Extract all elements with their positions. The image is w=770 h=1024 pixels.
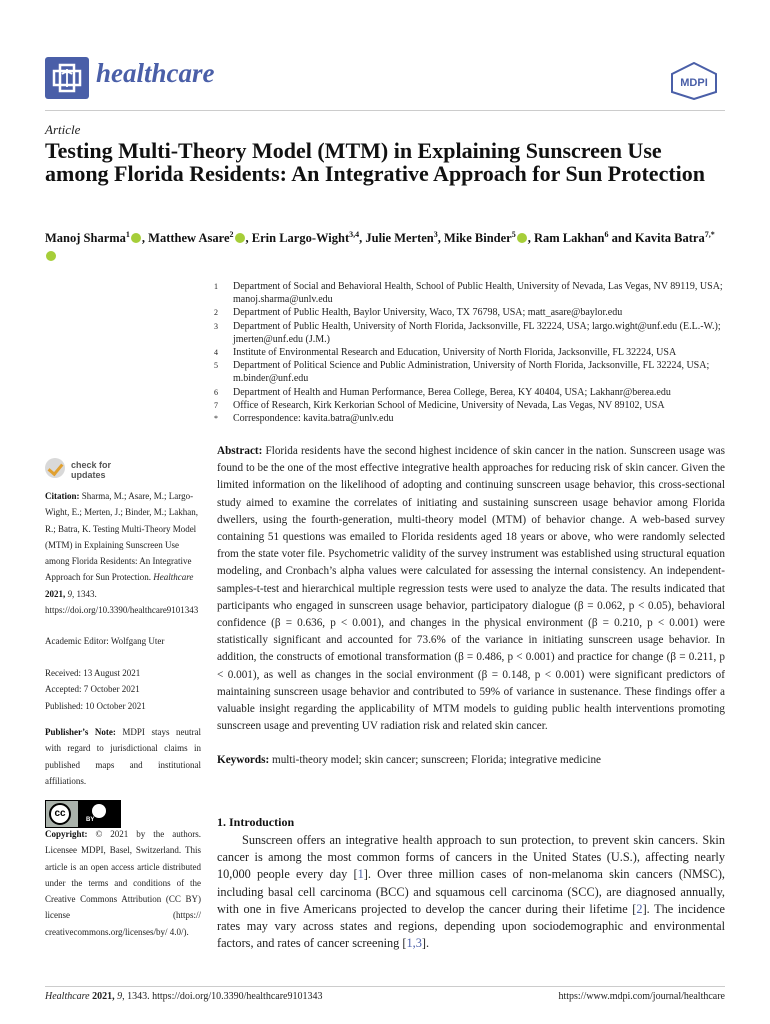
author-separator: , (359, 231, 366, 246)
author-name: Mike Binder (444, 231, 512, 246)
affiliation-item (214, 306, 734, 319)
person-icon (92, 804, 106, 818)
journal-name: healthcare (96, 58, 215, 88)
citation-text: Sharma, M.; Asare, M.; Largo-Wight, E.; Merten, J.; Binder, M.; Lakhan, R.; Batra, K. Testing Multi-Theory Model (MTM) in Explaining Sunscreen Use among Florida Residents: An Integrative Approach for Sun Protection. (45, 491, 198, 583)
cc-by-label: BY (86, 817, 95, 823)
author-separator: , (141, 231, 149, 246)
check-updates-line2: updates (71, 470, 106, 480)
author-affiliation-sup: 3,4 (349, 230, 360, 239)
author-separator: and (608, 231, 635, 246)
author-separator: , (527, 231, 534, 246)
cc-by-license-icon[interactable] (45, 800, 121, 828)
affiliation-number: 3 (214, 321, 218, 331)
keywords (217, 752, 725, 769)
author-name: Erin Largo-Wight (251, 231, 350, 246)
footer-divider (45, 986, 725, 987)
medical-cross-icon (45, 57, 89, 99)
author-affiliation-sup: 1 (125, 230, 130, 239)
author-name: Matthew Asare (148, 231, 230, 246)
footer-year: 2021, (89, 991, 118, 1002)
check-updates-line1: check for (71, 460, 112, 470)
affiliation-item (214, 346, 734, 359)
mdpi-logo (669, 62, 719, 100)
affiliation-item (214, 320, 734, 346)
affiliation-number: 5 (214, 361, 218, 371)
abstract-text: Florida residents have the second highest incidence of skin cancer in the nation. Sunscreen usage was found to be the one of the most effective integrative health approaches for reducing risk of skin cancer. Given the limited information on the likelihood of adopting and continuing sunscreen usage behavior, this cross-sectional study aimed to examine the correlates of initiating and sustaining sunscreen usage behavior among Florida dwellers, using the fourth-generation, multi-theory model (MTM) of behavior change. A web-based survey containing 51 questions was emailed to Florida residents aged 18 years or above, who were randomly selected from the state voter file. Psychometric validity of the survey instrument was established using structural equation modeling, and Cronbach’s alpha values were calculated for assessing the internal consistency. An independent-samples-t-test and hierarchical multiple regression tests were used to analyze the data. The results indicated that participants who engaged in sunscreen usage behavior, participatory dialogue (β = 0.062, p < 0.05), behavioral confidence (β = 0.636, p < 0.001), and changes in the physical environment (β = 0.210, p < 0.001) were statistically significant and accounted for 73.6% of the variance in initiating sunscreen usage behavior. In addition, the constructs of emotional transformation (β = 0.486, p < 0.001) and practice for change (β = 0.211, p < 0.001), as well as changes in the social environment (β = 0.148, p < 0.001) were significant predictors of maintaining sunscreen usage behavior and contributed to 59% of variance in sustenance. These findings offer a valuable insight regarding the applicability of MTM models to guiding public health interventions promoting sunscreen usage and preventing UV radiation risk and related skin cancer. (217, 445, 725, 733)
citation-link[interactable]: 2 (636, 901, 643, 916)
footer-citation (45, 991, 322, 1002)
affiliation-number: 7 (214, 400, 218, 410)
affiliation-text: Correspondence: kavita.batra@unlv.edu (233, 413, 394, 425)
affiliation-item (214, 399, 734, 412)
author-name: Manoj Sharma (45, 231, 126, 246)
author-affiliation-sup: 2 (229, 230, 234, 239)
citation-doi-link[interactable]: , 1343. https://doi.org/10.3390/healthcare9101343 (45, 588, 199, 616)
affiliation-item (214, 359, 734, 385)
affiliation-item (214, 386, 734, 399)
author-name: Ram Lakhan (533, 231, 605, 246)
publication-dates (45, 665, 201, 714)
author-name: Kavita Batra (634, 231, 705, 246)
affiliation-text: Department of Political Science and Public Administration, University of North Florida, Jacksonville, FL 32224, USA; m.binder@unf.edu (233, 360, 710, 385)
academic-editor: Academic Editor: Wolfgang Uter (45, 636, 165, 646)
publisher-note-label: Publisher’s Note: (45, 727, 116, 737)
accepted-date: Accepted: 7 October 2021 (45, 684, 140, 695)
publisher-note (45, 724, 201, 789)
author-affiliation-sup: 7,* (704, 230, 715, 239)
publisher-note-text: MDPI stays neutral with regard to jurisdictional claims in published maps and institutional affiliations. (45, 727, 201, 786)
introduction-paragraph: Sunscreen offers an integrative health approach to sun protection, to prevent skin cancers. Skin cancer is among the most common forms of cancers in the United States (U.S.), affecting nearly 10,000 people every day [1]. Over three million cases of non-melanoma skin cancers (NMSC), including basal cell carcinoma (BCC) and squamous cell carcinoma (SCC), are diagnosed annually, with one in five Americans projected to develop the cancer during their lifetime [2]. The incidence rates may vary across states and regions, depending upon sociodemographic and environmental factors, and rates of cancer screening [1,3]. (217, 833, 725, 951)
affiliation-number: 2 (214, 308, 218, 318)
citation-journal: Healthcare (153, 572, 194, 583)
author-affiliation-sup: 5 (511, 230, 516, 239)
orcid-icon[interactable] (46, 251, 56, 261)
affiliation-text: Department of Public Health, University of North Florida, Jacksonville, FL 32224, USA; largo.wight@unf.edu (E.L.-W.); jmerten@unf.edu (J.M.) (233, 320, 721, 345)
orcid-icon[interactable] (131, 233, 141, 243)
abstract-label: Abstract: (217, 445, 263, 457)
affiliation-number: 4 (214, 348, 218, 358)
check-for-updates-button[interactable] (45, 458, 145, 480)
citation-block (45, 488, 201, 618)
received-date: Received: 13 August 2021 (45, 668, 141, 678)
citation-label: Citation: (45, 491, 80, 501)
copyright-text: © 2021 by the authors. Licensee MDPI, Basel, Switzerland. This article is an open access article distributed under the terms and conditions of the Creative Commons Attribution (CC BY) license (https:// creativecommons.org/licenses/by/ 4.0/). (45, 829, 201, 937)
orcid-icon[interactable] (235, 233, 245, 243)
keywords-text: multi-theory model; skin cancer; sunscreen; Florida; integrative medicine (269, 754, 601, 766)
affiliation-number: 6 (214, 387, 218, 397)
affiliation-item (214, 280, 734, 306)
citation-link[interactable]: 1 (357, 867, 364, 882)
copyright-label: Copyright: (45, 829, 88, 839)
affiliation-text: Institute of Environmental Research and Education, University of North Florida, Jacksonville, FL 32224, USA (233, 347, 677, 359)
author-list (45, 226, 725, 265)
citation-link[interactable]: 1,3 (406, 936, 422, 951)
affiliation-text: Department of Health and Human Performance, Berea College, Berea, KY 40404, USA; Lakhanr@berea.edu (233, 386, 671, 398)
copyright-notice (45, 826, 201, 940)
affiliation-text: Department of Social and Behavioral Health, School of Public Health, University of Nevada, Las Vegas, NV 89119, USA; manoj.sharma@unlv.edu (233, 281, 723, 306)
footer-journal-url[interactable]: https://www.mdpi.com/journal/healthcare (558, 991, 725, 1002)
footer-doi-link[interactable]: , 1343. https://doi.org/10.3390/healthcare9101343 (122, 991, 323, 1002)
affiliation-list (214, 280, 734, 425)
published-date: Published: 10 October 2021 (45, 700, 146, 711)
affiliation-number: 1 (214, 282, 218, 291)
footer-volume: 9 (117, 991, 123, 1002)
mdpi-logo-text: MDPI (680, 77, 708, 89)
article-title: Testing Multi-Theory Model (MTM) in Explaining Sunscreen Use among Florida Residents: An Integrative Approach for Sun Protection (45, 138, 706, 186)
citation-volume: 9 (67, 588, 72, 599)
footer-journal: Healthcare (45, 991, 90, 1002)
affiliation-text: Office of Research, Kirk Kerkorian School of Medicine, University of Nevada, Las Vegas, NV 89102, USA (233, 399, 665, 411)
author-affiliation-sup: 3 (433, 230, 438, 239)
author-name: Julie Merten (365, 231, 434, 246)
citation-year: 2021, (45, 588, 68, 599)
orcid-icon[interactable] (517, 233, 527, 243)
header-divider (45, 110, 725, 111)
affiliation-number: * (214, 414, 218, 424)
author-affiliation-sup: 6 (604, 230, 609, 239)
abstract (217, 443, 725, 735)
checkmark-icon (45, 458, 65, 478)
affiliation-text: Department of Public Health, Baylor University, Waco, TX 76798, USA; matt_asare@baylor.edu (233, 307, 623, 319)
affiliation-item (214, 412, 734, 425)
article-type: Article (45, 122, 81, 137)
journal-logo (45, 57, 89, 99)
author-separator: , (245, 231, 252, 246)
section-heading-introduction: 1. Introduction (217, 815, 295, 829)
keywords-label: Keywords: (217, 754, 270, 766)
cc-icon: cc (49, 803, 71, 825)
author-separator: , (437, 231, 445, 246)
